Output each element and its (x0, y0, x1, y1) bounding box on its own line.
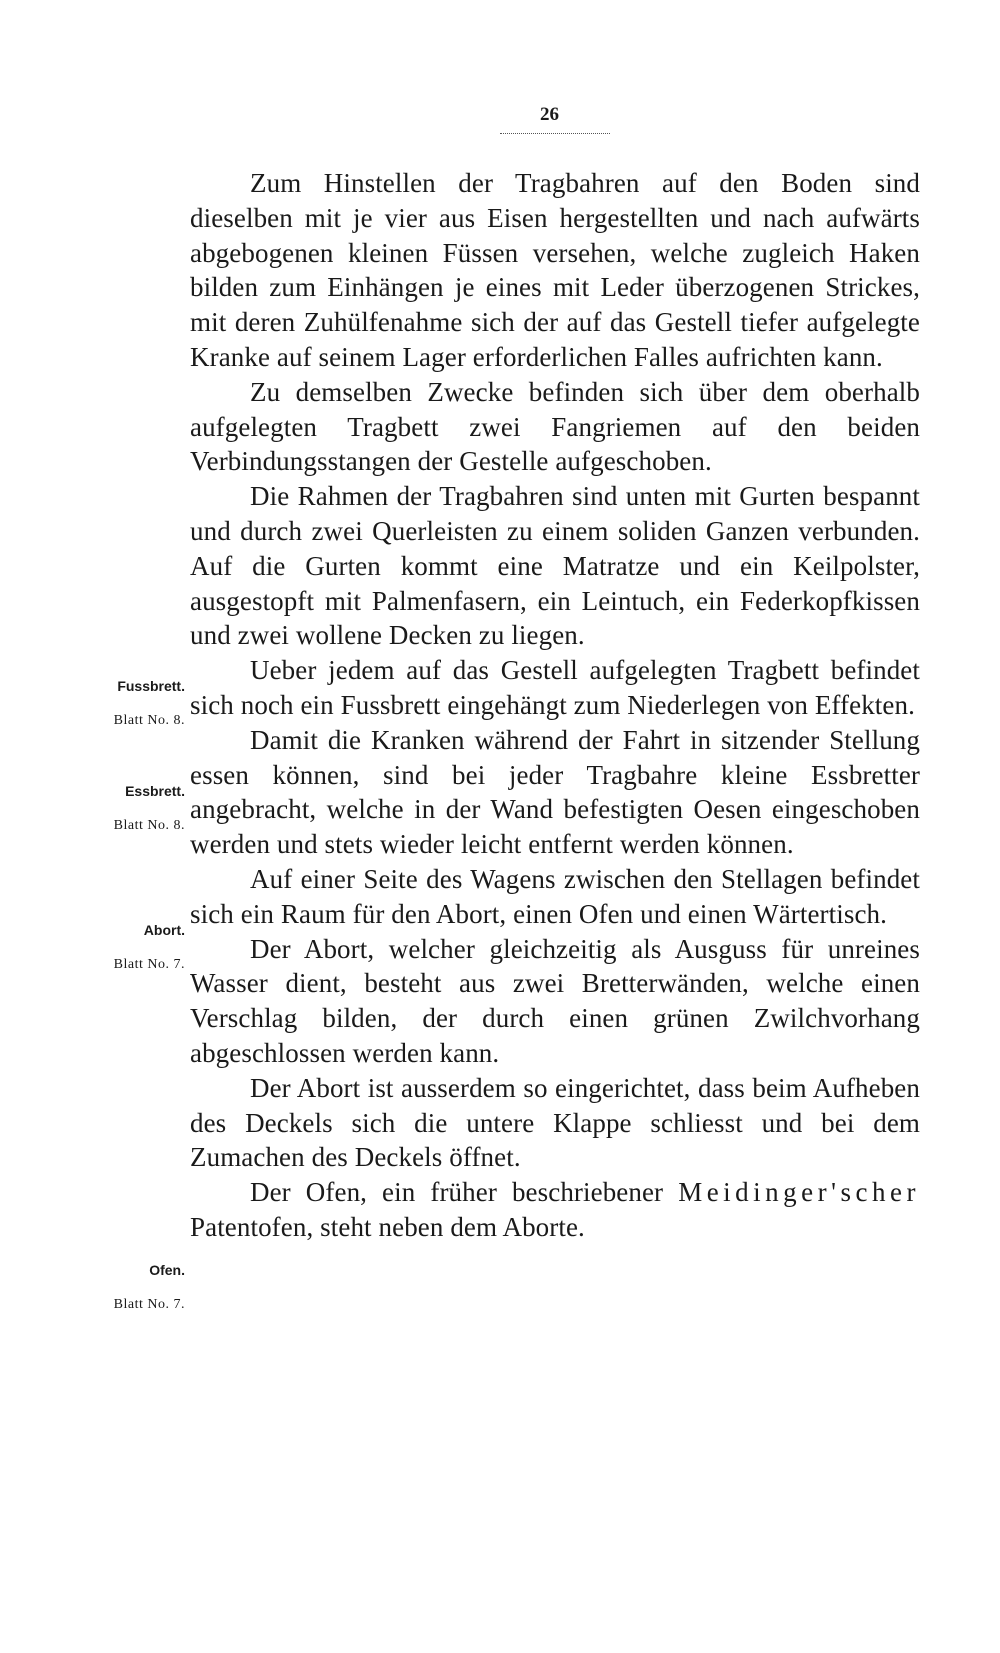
page-number-rule (500, 133, 610, 134)
stove-name-spaced: Meidinger'scher (678, 1177, 920, 1208)
page-number: 26 (540, 104, 559, 125)
paragraph-stove (190, 1175, 920, 1245)
paragraph-catch-straps: Zu demselben Zwecke befinden sich über dem oberhalb aufgelegten Tragbett zwei Fangriemen auf den beiden Verbindungsstangen der Gestelle aufgeschoben. (190, 376, 920, 477)
body-text (190, 166, 920, 1245)
paragraph-eating-boards: Damit die Kranken während der Fahrt in sitzender Stellung essen können, sind bei jeder Tragbahre kleine Essbretter angebracht, welche in der Wand befestigten Oesen eingeschoben werden und stets wieder leicht entfernt werden können. (190, 724, 920, 860)
margin-note-title: Fussbrett. (117, 678, 185, 694)
margin-note-ref: Blatt No. 7. (113, 1296, 185, 1312)
margin-note-ofen (114, 1253, 185, 1323)
paragraph-stretcher-feet: Zum Hinstellen der Tragbahren auf den Boden sind dieselben mit je vier aus Eisen hergestellten und nach aufwärts abgebogenen kleinen Füssen versehen, welche zugleich Haken bilden zum Einhängen je eines mit Leder überzogenen Strickes, mit deren Zuhülfenahme sich der auf das Gestell tiefer aufgelegte Kranke auf seinem Lager erforderlichen Falles aufrichten kann. (190, 168, 920, 372)
margin-note-ref: Blatt No. 8. (113, 817, 185, 833)
margin-note-ref: Blatt No. 7. (113, 956, 185, 972)
paragraph-room-layout: Auf einer Seite des Wagens zwischen den Stellagen befindet sich ein Raum für den Abort, einen Ofen und einen Wärtertisch. (190, 863, 920, 929)
margin-note-ref: Blatt No. 8. (113, 712, 185, 728)
margin-note-fussbrett (114, 669, 185, 739)
margin-note-essbrett (114, 774, 185, 844)
margin-note-title: Essbrett. (125, 783, 185, 799)
paragraph-toilet-mechanism: Der Abort ist ausserdem so eingerichtet, dass beim Aufheben des Deckels sich die untere Klappe schliesst und bei dem Zumachen des Deckels öffnet. (190, 1072, 920, 1173)
margin-note-abort (114, 913, 185, 983)
margin-note-title: Ofen. (149, 1262, 185, 1278)
paragraph-stretcher-frames: Die Rahmen der Tragbahren sind unten mit Gurten bespannt und durch zwei Querleisten zu einem soliden Ganzen verbunden. Auf die Gurten kommt eine Matratze und ein Keilpolster, ausgestopft mit Palmenfasern, ein Leintuch, ein Federkopfkissen und zwei wollene Decken zu liegen. (190, 481, 920, 651)
paragraph-toilet: Der Abort, welcher gleichzeitig als Ausguss für unreines Wasser dient, besteht aus zwei Bretterwänden, welche einen Verschlag bilden, der durch einen grünen Zwilchvorhang abgeschlossen werden kann. (190, 933, 920, 1068)
stove-text-before: Der Ofen, ein früher beschriebener (250, 1177, 679, 1208)
paragraph-footboard: Ueber jedem auf das Gestell aufgelegten Tragbett befindet sich noch ein Fussbrett eingehängt zum Niederlegen von Effekten. (190, 655, 920, 720)
stove-text-after: Patentofen, steht neben dem Aborte. (190, 1211, 585, 1242)
margin-note-title: Abort. (143, 922, 185, 938)
